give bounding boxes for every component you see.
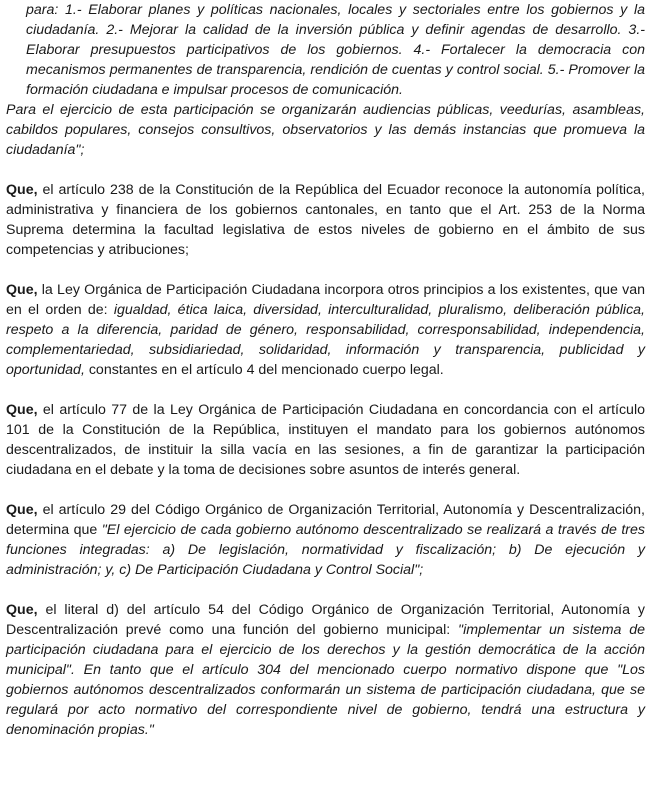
paragraph-text: el artículo 238 de la Constitución de la República del Ecuador reconoce la autonomía política, administrativa y financiera de los gobiernos cantonales, en tanto que el Art. 253 de la Norma Suprema determina la facultad legislativa de estos niveles de gobierno en el ámbito de sus competencias y atribuciones; [6, 182, 645, 258]
whereas-label: Que, [6, 402, 38, 418]
paragraph-art-29 [6, 500, 645, 580]
paragraph-text: el artículo 29 del Código Orgánico de Organización Territorial, Autonomía y Descentralización, determina que [6, 502, 645, 538]
whereas-label: Que, [6, 502, 38, 518]
spacer [6, 160, 645, 180]
spacer [6, 480, 645, 500]
spacer [6, 380, 645, 400]
spacer [6, 580, 645, 600]
paragraph-quote: "El ejercicio de cada gobierno autónomo descentralizado se realizará a través de tres funciones integradas: a) De legislación, normatividad y fiscalización; b) De ejecución y administración; y, c) De Participación Ciudadana y Control Social"; [6, 522, 645, 578]
paragraph-text: el literal d) del artículo 54 del Código Orgánico de Organización Territorial, Autonomía y Descentralización prevé como una función del gobierno municipal: [6, 602, 645, 638]
paragraph-principles-list: igualdad, ética laica, diversidad, interculturalidad, pluralismo, deliberación pública, respeto a la diferencia, paridad de género, responsabilidad, corresponsabilidad, independencia, complementariedad, subsidiariedad, solidaridad, información y transparencia, publicidad y oportunidad, [6, 302, 645, 378]
whereas-label: Que, [6, 282, 38, 298]
paragraph-principles [6, 280, 645, 380]
paragraph-text: constantes en el artículo 4 del mencionado cuerpo legal. [84, 362, 444, 378]
paragraph-art-54 [6, 600, 645, 740]
paragraph-art-77 [6, 400, 645, 480]
paragraph-art-238 [6, 180, 645, 260]
spacer [6, 260, 645, 280]
whereas-label: Que, [6, 602, 38, 618]
paragraph-quote-continued: para: 1.- Elaborar planes y políticas nacionales, locales y sectoriales entre los gobiernos y la ciudadanía. 2.- Mejorar la calidad de la inversión pública y definir agendas de desarrollo. 3.- Elaborar presupuestos participativos de los gobiernos. 4.- Fortalecer la democracia con mecanismos permanentes de transparencia, rendición de cuentas y control social. 5.- Promover la formación ciudadana e impulsar procesos de comunicación. [26, 2, 645, 98]
paragraph-quote: "implementar un sistema de participación ciudadana para el ejercicio de los derechos y la gestión democrática de la acción municipal". En tanto que el artículo 304 del mencionado cuerpo normativo dispone que "Los gobiernos autónomos descentralizados conformarán un sistema de participación ciudadana, que se regulará por acto normativo del correspondiente nivel de gobierno, tendrá una estructura y denominación propias." [6, 622, 645, 738]
paragraph-text: la Ley Orgánica de Participación Ciudadana incorpora otros principios a los existentes, que van en el orden de: [6, 282, 645, 318]
whereas-label: Que, [6, 182, 38, 198]
paragraph-participation-instances: Para el ejercicio de esta participación se organizarán audiencias públicas, veedurías, asambleas, cabildos populares, consejos consultivos, observatorios y las demás instancias que promueva la ciudadanía"; [6, 102, 645, 158]
paragraph-text: el artículo 77 de la Ley Orgánica de Participación Ciudadana en concordancia con el artículo 101 de la Constitución de la República, instituyen el mandato para los gobiernos autónomos descentralizados, de instituir la silla vacía en las sesiones, a fin de garantizar la participación ciudadana en el debate y la toma de decisiones sobre asuntos de interés general. [6, 402, 645, 478]
